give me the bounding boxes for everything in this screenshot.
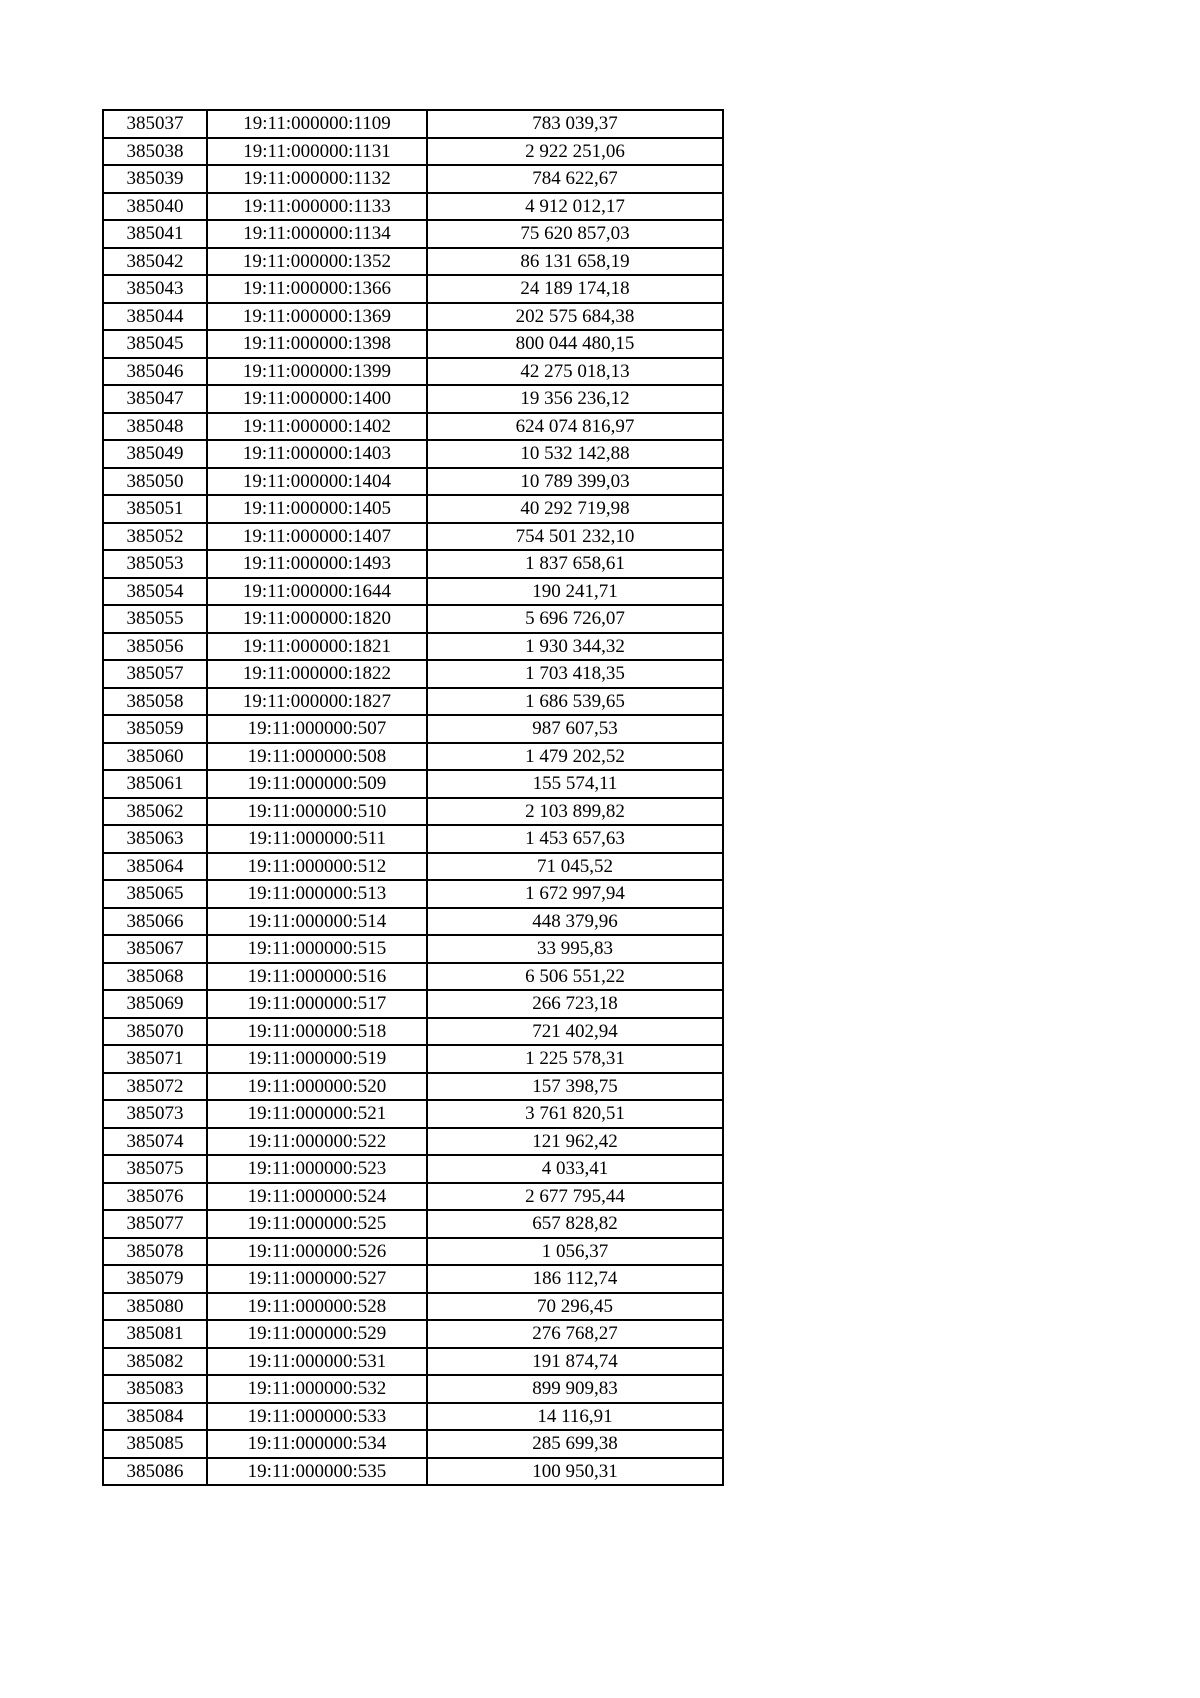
value-cell: 448 379,96: [427, 908, 723, 936]
value-cell: 800 044 480,15: [427, 330, 723, 358]
table-row: [103, 138, 723, 166]
cadastral-number-cell: 19:11:000000:535: [207, 1458, 427, 1486]
cadastral-number-cell: 19:11:000000:516: [207, 963, 427, 991]
table-row: [103, 578, 723, 606]
row-number-cell: 385065: [103, 880, 207, 908]
row-number-cell: 385057: [103, 660, 207, 688]
value-cell: 75 620 857,03: [427, 220, 723, 248]
table-row: [103, 688, 723, 716]
cadastral-number-cell: 19:11:000000:1827: [207, 688, 427, 716]
row-number-cell: 385073: [103, 1100, 207, 1128]
row-number-cell: 385069: [103, 990, 207, 1018]
table-row: [103, 358, 723, 386]
row-number-cell: 385066: [103, 908, 207, 936]
row-number-cell: 385060: [103, 743, 207, 771]
table-row: [103, 1100, 723, 1128]
cadastral-number-cell: 19:11:000000:1131: [207, 138, 427, 166]
value-cell: 14 116,91: [427, 1403, 723, 1431]
row-number-cell: 385070: [103, 1018, 207, 1046]
table-row: [103, 825, 723, 853]
table-row: [103, 1430, 723, 1458]
cadastral-number-cell: 19:11:000000:514: [207, 908, 427, 936]
cadastral-number-cell: 19:11:000000:508: [207, 743, 427, 771]
value-cell: 86 131 658,19: [427, 248, 723, 276]
cadastral-number-cell: 19:11:000000:510: [207, 798, 427, 826]
cadastral-number-cell: 19:11:000000:1400: [207, 385, 427, 413]
row-number-cell: 385045: [103, 330, 207, 358]
value-cell: 40 292 719,98: [427, 495, 723, 523]
value-cell: 10 532 142,88: [427, 440, 723, 468]
value-cell: 784 622,67: [427, 165, 723, 193]
row-number-cell: 385037: [103, 110, 207, 138]
cadastral-number-cell: 19:11:000000:517: [207, 990, 427, 1018]
cadastral-number-cell: 19:11:000000:519: [207, 1045, 427, 1073]
table-row: [103, 1293, 723, 1321]
ledger-table-body: [103, 110, 723, 1485]
row-number-cell: 385053: [103, 550, 207, 578]
table-row: [103, 248, 723, 276]
value-cell: 24 189 174,18: [427, 275, 723, 303]
row-number-cell: 385059: [103, 715, 207, 743]
table-row: [103, 165, 723, 193]
row-number-cell: 385058: [103, 688, 207, 716]
table-row: [103, 385, 723, 413]
cadastral-number-cell: 19:11:000000:520: [207, 1073, 427, 1101]
cadastral-number-cell: 19:11:000000:1404: [207, 468, 427, 496]
table-row: [103, 798, 723, 826]
row-number-cell: 385082: [103, 1348, 207, 1376]
value-cell: 100 950,31: [427, 1458, 723, 1486]
cadastral-number-cell: 19:11:000000:1820: [207, 605, 427, 633]
value-cell: 19 356 236,12: [427, 385, 723, 413]
cadastral-number-cell: 19:11:000000:507: [207, 715, 427, 743]
value-cell: 33 995,83: [427, 935, 723, 963]
cadastral-number-cell: 19:11:000000:523: [207, 1155, 427, 1183]
cadastral-number-cell: 19:11:000000:1109: [207, 110, 427, 138]
value-cell: 5 696 726,07: [427, 605, 723, 633]
table-row: [103, 220, 723, 248]
cadastral-number-cell: 19:11:000000:1134: [207, 220, 427, 248]
table-row: [103, 523, 723, 551]
cadastral-number-cell: 19:11:000000:511: [207, 825, 427, 853]
cadastral-number-cell: 19:11:000000:1407: [207, 523, 427, 551]
value-cell: 266 723,18: [427, 990, 723, 1018]
value-cell: 1 056,37: [427, 1238, 723, 1266]
value-cell: 42 275 018,13: [427, 358, 723, 386]
cadastral-number-cell: 19:11:000000:512: [207, 853, 427, 881]
table-row: [103, 880, 723, 908]
value-cell: 1 930 344,32: [427, 633, 723, 661]
cadastral-number-cell: 19:11:000000:1405: [207, 495, 427, 523]
cadastral-number-cell: 19:11:000000:1822: [207, 660, 427, 688]
table-row: [103, 990, 723, 1018]
value-cell: 1 225 578,31: [427, 1045, 723, 1073]
table-row: [103, 1210, 723, 1238]
cadastral-number-cell: 19:11:000000:1352: [207, 248, 427, 276]
row-number-cell: 385047: [103, 385, 207, 413]
table-row: [103, 330, 723, 358]
table-row: [103, 770, 723, 798]
table-row: [103, 715, 723, 743]
cadastral-number-cell: 19:11:000000:1132: [207, 165, 427, 193]
table-row: [103, 1183, 723, 1211]
cadastral-number-cell: 19:11:000000:1369: [207, 303, 427, 331]
value-cell: 4 033,41: [427, 1155, 723, 1183]
cadastral-number-cell: 19:11:000000:1821: [207, 633, 427, 661]
cadastral-number-cell: 19:11:000000:529: [207, 1320, 427, 1348]
table-row: [103, 1348, 723, 1376]
row-number-cell: 385061: [103, 770, 207, 798]
table-row: [103, 1375, 723, 1403]
table-row: [103, 1403, 723, 1431]
value-cell: 2 922 251,06: [427, 138, 723, 166]
row-number-cell: 385071: [103, 1045, 207, 1073]
table-row: [103, 660, 723, 688]
value-cell: 1 686 539,65: [427, 688, 723, 716]
row-number-cell: 385063: [103, 825, 207, 853]
cadastral-number-cell: 19:11:000000:1133: [207, 193, 427, 221]
row-number-cell: 385049: [103, 440, 207, 468]
table-row: [103, 1155, 723, 1183]
row-number-cell: 385078: [103, 1238, 207, 1266]
value-cell: 1 453 657,63: [427, 825, 723, 853]
row-number-cell: 385041: [103, 220, 207, 248]
value-cell: 2 103 899,82: [427, 798, 723, 826]
row-number-cell: 385067: [103, 935, 207, 963]
table-row: [103, 550, 723, 578]
row-number-cell: 385043: [103, 275, 207, 303]
cadastral-number-cell: 19:11:000000:533: [207, 1403, 427, 1431]
value-cell: 1 672 997,94: [427, 880, 723, 908]
cadastral-number-cell: 19:11:000000:509: [207, 770, 427, 798]
row-number-cell: 385055: [103, 605, 207, 633]
table-row: [103, 468, 723, 496]
table-row: [103, 1320, 723, 1348]
table-row: [103, 605, 723, 633]
row-number-cell: 385068: [103, 963, 207, 991]
table-row: [103, 440, 723, 468]
cadastral-number-cell: 19:11:000000:1493: [207, 550, 427, 578]
cadastral-number-cell: 19:11:000000:1399: [207, 358, 427, 386]
row-number-cell: 385042: [103, 248, 207, 276]
value-cell: 754 501 232,10: [427, 523, 723, 551]
value-cell: 987 607,53: [427, 715, 723, 743]
table-row: [103, 495, 723, 523]
value-cell: 1 479 202,52: [427, 743, 723, 771]
row-number-cell: 385075: [103, 1155, 207, 1183]
value-cell: 2 677 795,44: [427, 1183, 723, 1211]
value-cell: 1 703 418,35: [427, 660, 723, 688]
row-number-cell: 385044: [103, 303, 207, 331]
row-number-cell: 385086: [103, 1458, 207, 1486]
row-number-cell: 385074: [103, 1128, 207, 1156]
value-cell: 6 506 551,22: [427, 963, 723, 991]
value-cell: 190 241,71: [427, 578, 723, 606]
table-row: [103, 193, 723, 221]
table-row: [103, 1128, 723, 1156]
value-cell: 155 574,11: [427, 770, 723, 798]
row-number-cell: 385054: [103, 578, 207, 606]
row-number-cell: 385050: [103, 468, 207, 496]
row-number-cell: 385062: [103, 798, 207, 826]
cadastral-number-cell: 19:11:000000:1398: [207, 330, 427, 358]
row-number-cell: 385048: [103, 413, 207, 441]
row-number-cell: 385080: [103, 1293, 207, 1321]
row-number-cell: 385077: [103, 1210, 207, 1238]
cadastral-number-cell: 19:11:000000:531: [207, 1348, 427, 1376]
value-cell: 3 761 820,51: [427, 1100, 723, 1128]
row-number-cell: 385038: [103, 138, 207, 166]
value-cell: 157 398,75: [427, 1073, 723, 1101]
cadastral-number-cell: 19:11:000000:518: [207, 1018, 427, 1046]
cadastral-number-cell: 19:11:000000:1644: [207, 578, 427, 606]
value-cell: 1 837 658,61: [427, 550, 723, 578]
row-number-cell: 385085: [103, 1430, 207, 1458]
row-number-cell: 385046: [103, 358, 207, 386]
value-cell: 202 575 684,38: [427, 303, 723, 331]
row-number-cell: 385064: [103, 853, 207, 881]
table-row: [103, 1045, 723, 1073]
value-cell: 10 789 399,03: [427, 468, 723, 496]
cadastral-number-cell: 19:11:000000:528: [207, 1293, 427, 1321]
cadastral-number-cell: 19:11:000000:527: [207, 1265, 427, 1293]
cadastral-number-cell: 19:11:000000:526: [207, 1238, 427, 1266]
value-cell: 899 909,83: [427, 1375, 723, 1403]
cadastral-number-cell: 19:11:000000:1402: [207, 413, 427, 441]
value-cell: 191 874,74: [427, 1348, 723, 1376]
cadastral-number-cell: 19:11:000000:515: [207, 935, 427, 963]
table-row: [103, 1073, 723, 1101]
value-cell: 624 074 816,97: [427, 413, 723, 441]
cadastral-number-cell: 19:11:000000:525: [207, 1210, 427, 1238]
row-number-cell: 385084: [103, 1403, 207, 1431]
value-cell: 4 912 012,17: [427, 193, 723, 221]
value-cell: 186 112,74: [427, 1265, 723, 1293]
value-cell: 721 402,94: [427, 1018, 723, 1046]
table-row: [103, 853, 723, 881]
row-number-cell: 385083: [103, 1375, 207, 1403]
cadastral-number-cell: 19:11:000000:534: [207, 1430, 427, 1458]
cadastral-number-cell: 19:11:000000:532: [207, 1375, 427, 1403]
table-row: [103, 110, 723, 138]
cadastral-number-cell: 19:11:000000:1403: [207, 440, 427, 468]
cadastral-number-cell: 19:11:000000:1366: [207, 275, 427, 303]
cadastral-number-cell: 19:11:000000:524: [207, 1183, 427, 1211]
row-number-cell: 385076: [103, 1183, 207, 1211]
row-number-cell: 385040: [103, 193, 207, 221]
table-row: [103, 963, 723, 991]
row-number-cell: 385056: [103, 633, 207, 661]
value-cell: 276 768,27: [427, 1320, 723, 1348]
row-number-cell: 385051: [103, 495, 207, 523]
value-cell: 71 045,52: [427, 853, 723, 881]
value-cell: 70 296,45: [427, 1293, 723, 1321]
table-row: [103, 1458, 723, 1486]
cadastral-number-cell: 19:11:000000:513: [207, 880, 427, 908]
table-row: [103, 935, 723, 963]
cadastral-number-cell: 19:11:000000:521: [207, 1100, 427, 1128]
value-cell: 657 828,82: [427, 1210, 723, 1238]
table-row: [103, 1018, 723, 1046]
ledger-table: [102, 109, 724, 1486]
table-row: [103, 633, 723, 661]
cadastral-number-cell: 19:11:000000:522: [207, 1128, 427, 1156]
value-cell: 783 039,37: [427, 110, 723, 138]
table-row: [103, 303, 723, 331]
table-row: [103, 908, 723, 936]
row-number-cell: 385072: [103, 1073, 207, 1101]
row-number-cell: 385039: [103, 165, 207, 193]
table-row: [103, 413, 723, 441]
table-row: [103, 275, 723, 303]
row-number-cell: 385052: [103, 523, 207, 551]
table-row: [103, 743, 723, 771]
value-cell: 121 962,42: [427, 1128, 723, 1156]
table-row: [103, 1238, 723, 1266]
value-cell: 285 699,38: [427, 1430, 723, 1458]
row-number-cell: 385079: [103, 1265, 207, 1293]
table-row: [103, 1265, 723, 1293]
row-number-cell: 385081: [103, 1320, 207, 1348]
